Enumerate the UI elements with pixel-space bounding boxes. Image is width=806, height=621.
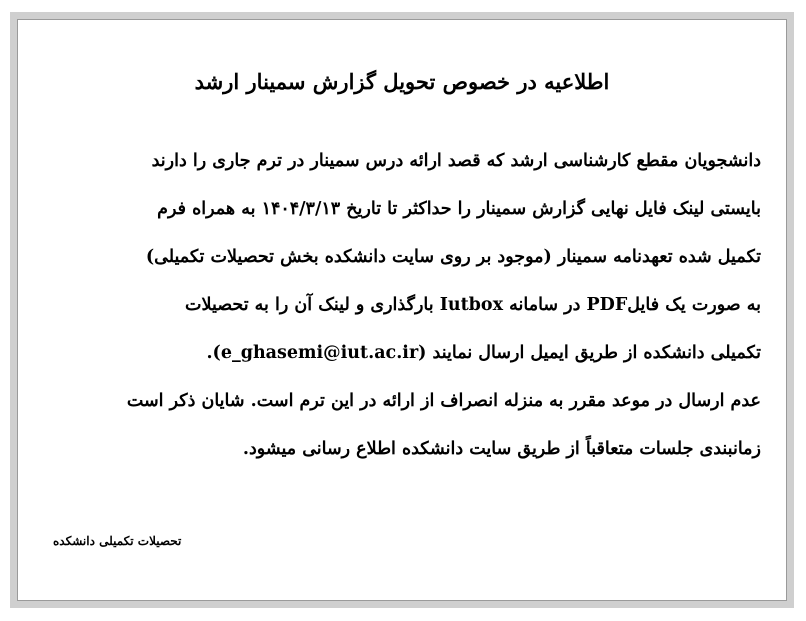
signature: تحصیلات تکمیلی دانشکده (53, 534, 182, 548)
body-line-3: تکمیل شده تعهدنامه سمینار (موجود بر روی سایت دانشکده بخش تحصیلات تکمیلی) (145, 247, 761, 267)
body-line-1: دانشجویان مقطع کارشناسی ارشد که قصد ارائه درس سمینار در ترم جاری را دارند (151, 151, 761, 171)
body-line-2: بایستی لینک فایل نهایی گزارش سمینار را حداکثر تا تاریخ ۱۴۰۴/۳/۱۳ به همراه فرم (157, 199, 761, 219)
notice-body (43, 137, 761, 473)
notice-title: اطلاعیه در خصوص تحویل گزارش سمینار ارشد (194, 69, 610, 94)
body-line-6: عدم ارسال در موعد مقرر به منزله انصراف از ارائه در این ترم است. شایان ذکر است (126, 391, 761, 411)
body-line-5: تکمیلی دانشکده از طریق ایمیل ارسال نمایند (e_ghasemi@iut.ac.ir). (206, 343, 761, 363)
notice-frame (10, 12, 794, 608)
body-line-4: به صورت یک فایلPDF در سامانه Iutbox بارگذاری و لینک آن را به تحصیلات (185, 295, 761, 315)
body-line-7: زمانبندی جلسات متعاقباً از طریق سایت دانشکده اطلاع رسانی میشود. (242, 439, 761, 459)
